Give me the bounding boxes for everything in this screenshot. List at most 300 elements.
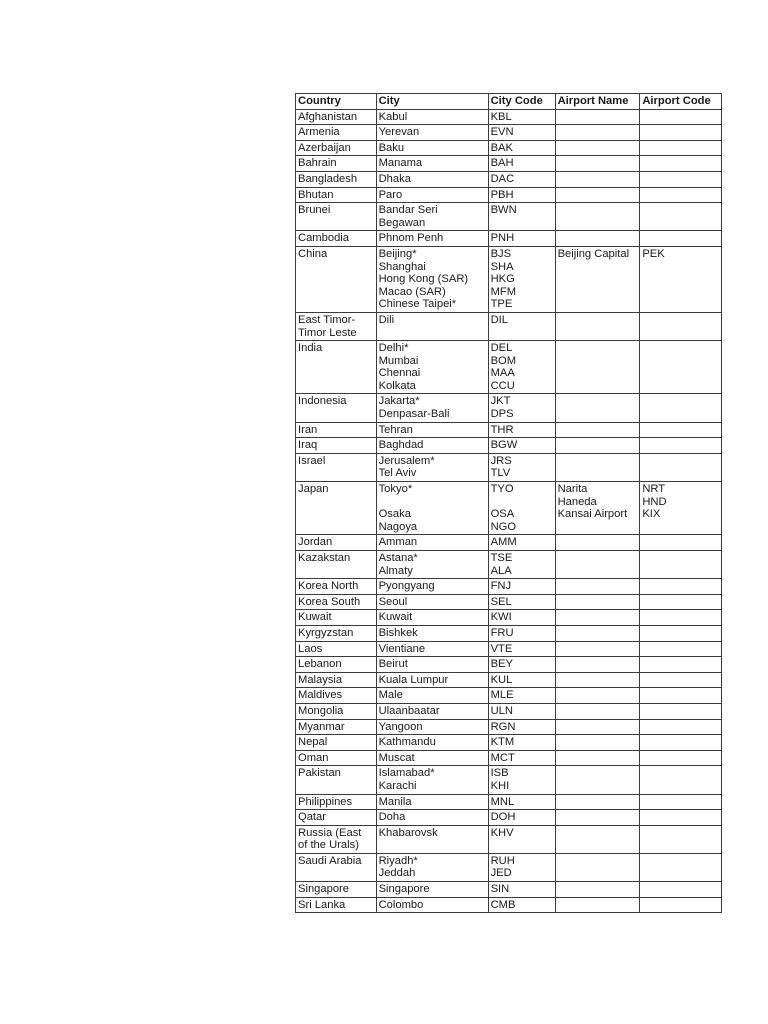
cell-city-code [488,853,555,881]
cell-airport-name [555,422,640,438]
cell-city-code-line: DEL [490,342,513,355]
cell-airport-name [555,625,640,641]
cell-city [376,246,488,312]
cell-airport-code [640,625,722,641]
cell-country-line: Kazakstan [298,552,351,564]
cell-city [376,394,488,422]
cell-country-line: India [298,342,323,355]
table-row [296,719,722,735]
cell-airport-code [640,719,722,735]
cell-city-code-line: TSE [490,552,513,564]
cell-city-code [488,125,555,141]
table-row [296,810,722,826]
cell-city-line: Karachi [378,779,417,792]
cell-city [376,312,488,340]
cell-airport-name [555,810,640,826]
cell-city-code [488,810,555,826]
cell-city [376,594,488,610]
cell-city [376,703,488,719]
cell-city-code-line: HKG [490,273,515,286]
cell-city-line: Beijing* [378,247,417,260]
cell-city-line: Dhaka [378,172,411,185]
cell-city-code [488,156,555,172]
cell-city-line: Vientiane [378,642,426,655]
cell-city-code [488,231,555,247]
cell-city-code [488,394,555,422]
cell-airport-name [555,897,640,913]
cell-airport-name [555,719,640,735]
cell-country [296,125,377,141]
cell-airport-name [555,641,640,657]
cell-city-code-line: ULN [490,704,513,717]
table-row [296,422,722,438]
cell-country [296,579,377,595]
cell-city-line: Almaty [378,564,413,577]
cell-city-code-line: TLV [490,467,511,480]
cell-city [376,825,488,853]
cell-country [296,688,377,704]
cell-country-line: Russia (East [298,826,362,839]
cell-airport-name [555,482,640,535]
cell-city-code [488,794,555,810]
cell-country-line: Qatar [298,811,326,824]
cell-country [296,766,377,794]
cell-airport-code [640,897,722,913]
cell-city-code-line: TYO [490,483,514,496]
cell-country-line: Jordan [298,536,333,549]
cell-country-line: Pakistan [298,767,341,780]
cell-country [296,246,377,312]
cell-airport-code [640,422,722,438]
cell-airport-name [555,246,640,312]
cell-airport-code-line: KIX [642,508,661,521]
cell-country-line: Lebanon [298,658,342,671]
cell-city [376,810,488,826]
cell-city-code-line: JRS [490,454,512,467]
cell-country [296,156,377,172]
cell-city-line: Manama [378,157,423,170]
cell-city-code-line: KBL [490,110,512,123]
cell-city-line: Tel Aviv [378,467,417,480]
cell-airport-code [640,453,722,481]
cell-city-code-line: KTM [490,736,515,749]
cell-city-line: Phnom Penh [378,232,444,245]
cell-city [376,672,488,688]
cell-airport-code-line: PEK [642,247,665,260]
cell-city-code [488,882,555,898]
cell-country [296,672,377,688]
cell-country [296,551,377,579]
cell-city-line: Riyadh* [378,854,418,867]
cell-city-line: Kathmandu [378,736,436,749]
cell-city-code [488,579,555,595]
table-body [296,109,722,913]
cell-city [376,482,488,535]
cell-city-code-line [491,496,553,509]
cell-city-line: Baku [378,141,405,154]
cell-country [296,825,377,853]
cell-country [296,187,377,203]
cell-country-line: Philippines [298,795,353,808]
cell-city-line: Chinese Taipei* [378,298,457,311]
cell-country [296,810,377,826]
cell-city-line: Colombo [378,898,424,911]
cell-city-code [488,735,555,751]
cell-city-code-line: BJS [490,247,512,260]
cell-country [296,641,377,657]
cell-city-code [488,672,555,688]
header-country: Country [296,94,377,110]
cell-airport-name [555,750,640,766]
cell-airport-code [640,766,722,794]
cell-city-line: Shanghai [378,260,426,273]
cell-city-code [488,750,555,766]
cell-city-line: Manila [378,795,412,808]
cell-country [296,735,377,751]
cell-city-code [488,453,555,481]
cell-city [376,794,488,810]
cell-country-line: Mongolia [298,704,344,717]
cell-airport-code [640,187,722,203]
cell-city-line: Kolkata [378,379,416,392]
cell-country [296,750,377,766]
cell-airport-name [555,688,640,704]
cell-city-code-line: KHI [490,779,510,792]
cell-city-line: Jakarta* [378,395,420,408]
cell-city-code [488,109,555,125]
cell-country [296,231,377,247]
cell-airport-name-line: Beijing Capital [557,247,630,260]
cell-city-line: Osaka [378,508,411,521]
cell-country-line: Korea South [298,595,361,608]
header-airport-name: Airport Name [555,94,640,110]
cell-city-code-line: SEL [490,595,512,608]
table-row [296,594,722,610]
cell-city [376,187,488,203]
cell-country-line: East Timor- [298,313,356,326]
table-row [296,246,722,312]
cell-city-code-line: JED [490,867,512,880]
cell-country [296,794,377,810]
cell-airport-name-line: Haneda [557,495,597,508]
cell-city-code-line: AMM [490,536,517,549]
cell-airport-name [555,171,640,187]
cell-airport-code [640,535,722,551]
cell-city-code [488,688,555,704]
cell-city-code-line: ISB [490,767,509,780]
table-row [296,203,722,231]
cell-airport-name [555,579,640,595]
cell-country-line: Malaysia [298,673,343,686]
cell-airport-code [640,853,722,881]
cell-city-code [488,610,555,626]
cell-city-line: Pyongyang [378,580,435,593]
cell-city-line: Jeddah [378,867,416,880]
cell-country-line: Iraq [298,439,318,452]
cell-city-code [488,312,555,340]
header-city-code: City Code [488,94,555,110]
cell-city-line: Male [378,689,403,702]
cell-airport-name [555,156,640,172]
table-row [296,394,722,422]
cell-city-code [488,422,555,438]
cell-city [376,688,488,704]
cell-airport-code [640,810,722,826]
cell-airport-name [555,882,640,898]
cell-city-line: Kuala Lumpur [378,673,449,686]
cell-city-code [488,594,555,610]
country-airport-table [295,93,722,913]
cell-city [376,109,488,125]
table-row [296,703,722,719]
cell-city-line: Macao (SAR) [378,285,446,298]
cell-city-code [488,825,555,853]
cell-city [376,341,488,394]
cell-country-line: Myanmar [298,720,345,733]
cell-airport-code [640,703,722,719]
cell-city [376,641,488,657]
cell-country-line: Indonesia [298,395,347,408]
cell-airport-code [640,672,722,688]
cell-city-code-line: OSA [490,508,515,521]
cell-city-code-line: ALA [490,564,512,577]
cell-country [296,625,377,641]
cell-city-code-line: MLE [490,689,514,702]
cell-country-line: of the Urals) [298,839,359,852]
cell-city-code-line: BGW [490,439,518,452]
cell-country [296,594,377,610]
cell-country-line: Singapore [298,883,350,896]
cell-airport-code [640,438,722,454]
cell-city-code-line: MFM [490,285,517,298]
cell-city [376,535,488,551]
cell-city-code-line: FRU [490,626,514,639]
cell-city [376,140,488,156]
cell-airport-code [640,125,722,141]
cell-city-code [488,719,555,735]
table-row [296,853,722,881]
cell-airport-name [555,703,640,719]
table-row [296,766,722,794]
cell-airport-name [555,594,640,610]
cell-city-code [488,766,555,794]
cell-city-line: Jerusalem* [378,454,435,467]
table-row [296,794,722,810]
cell-country [296,882,377,898]
cell-airport-code [640,594,722,610]
cell-airport-code [640,735,722,751]
cell-city [376,625,488,641]
cell-city [376,735,488,751]
cell-airport-code [640,246,722,312]
cell-airport-code [640,610,722,626]
cell-city-code-line: SIN [490,883,510,896]
cell-country-line: Afghanistan [298,110,358,123]
cell-city [376,719,488,735]
cell-city-code-line: MNL [490,795,515,808]
cell-airport-code-line: HND [642,495,667,508]
cell-airport-name [555,312,640,340]
cell-city [376,853,488,881]
cell-city [376,453,488,481]
cell-country-line: Bhutan [298,188,334,201]
cell-city-line: Doha [378,811,406,824]
cell-city-code-line: PNH [490,232,515,245]
cell-country [296,535,377,551]
cell-city [376,750,488,766]
cell-city-line: Tokyo* [378,483,413,496]
cell-city-code [488,897,555,913]
cell-airport-code [640,641,722,657]
cell-city-line: Mumbai [378,354,419,367]
cell-city-line: Yerevan [378,126,420,139]
cell-airport-name-line: Kansai Airport [557,508,628,521]
cell-city-line: Tehran [378,423,413,436]
cell-city-line: Bishkek [378,626,418,639]
cell-country [296,897,377,913]
cell-city-code-line: DOH [490,811,516,824]
cell-country [296,853,377,881]
cell-city-code-line: KWI [490,611,512,624]
table-row [296,140,722,156]
cell-airport-code [640,579,722,595]
table-row [296,657,722,673]
cell-country [296,482,377,535]
cell-city-code-line: RUH [490,854,515,867]
table-row [296,688,722,704]
cell-city [376,579,488,595]
cell-country-line: Israel [298,454,326,467]
table-header-row [296,94,722,110]
cell-country-line: Korea North [298,580,359,593]
cell-city-code-line: FNJ [490,580,512,593]
cell-city-code-line: VTE [490,642,513,655]
cell-city-line: Delhi* [378,342,409,355]
cell-country-line: Timor Leste [298,326,357,339]
cell-city-line: Begawan [378,216,426,229]
table-row [296,672,722,688]
cell-city [376,125,488,141]
cell-country [296,719,377,735]
cell-city-line: Khabarovsk [378,826,438,839]
cell-airport-name [555,109,640,125]
cell-country-line: Japan [298,483,329,496]
cell-city-code [488,482,555,535]
cell-city-code-line: DIL [490,313,508,326]
cell-city-code-line: DPS [490,408,514,421]
cell-country-line: Laos [298,642,323,655]
cell-city-line: Muscat [378,751,415,764]
cell-city-line: Islamabad* [378,767,435,780]
cell-airport-code [640,794,722,810]
cell-city-line: Baghdad [378,439,424,452]
table-row [296,438,722,454]
cell-city [376,882,488,898]
cell-city-line: Bandar Seri [378,204,438,217]
cell-city-code [488,438,555,454]
cell-city [376,551,488,579]
cell-country [296,312,377,340]
cell-country-line: Bangladesh [298,172,358,185]
cell-country [296,394,377,422]
cell-airport-code [640,825,722,853]
cell-airport-code [640,203,722,231]
table-row [296,897,722,913]
cell-city-code-line: KUL [490,673,513,686]
cell-airport-name [555,825,640,853]
cell-city [376,422,488,438]
cell-airport-name [555,394,640,422]
table-row [296,109,722,125]
cell-city [376,203,488,231]
cell-city-code-line: BAK [490,141,513,154]
cell-airport-code [640,312,722,340]
cell-airport-name [555,672,640,688]
cell-city [376,657,488,673]
cell-city-code [488,246,555,312]
cell-city [376,171,488,187]
cell-city-code-line: TPE [490,298,513,311]
table-row [296,579,722,595]
table-row [296,341,722,394]
cell-city-code-line: BAH [490,157,514,170]
cell-country [296,703,377,719]
cell-city-line: Kuwait [378,611,413,624]
cell-city-code [488,203,555,231]
table-row [296,453,722,481]
cell-city-line: Seoul [378,595,408,608]
cell-city [376,610,488,626]
cell-airport-name [555,203,640,231]
cell-city-code [488,140,555,156]
cell-city-line: Nagoya [378,520,418,533]
cell-city-line: Beirut [378,658,408,671]
cell-city-line: Singapore [378,883,430,896]
cell-airport-code [640,231,722,247]
cell-airport-name [555,794,640,810]
cell-city-code-line: THR [490,423,514,436]
cell-airport-name [555,657,640,673]
table-row [296,231,722,247]
cell-country [296,140,377,156]
cell-country-line: Bahrain [298,157,337,170]
table-row [296,625,722,641]
cell-airport-code [640,171,722,187]
cell-city-code-line: CCU [490,379,515,392]
cell-city-code-line: RGN [490,720,516,733]
cell-country [296,610,377,626]
cell-country [296,657,377,673]
cell-city-code-line: DAC [490,172,515,185]
cell-city-line: Chennai [378,367,421,380]
cell-country-line: Sri Lanka [298,898,346,911]
cell-city-code [488,535,555,551]
cell-city [376,438,488,454]
cell-airport-name [555,610,640,626]
cell-city [376,156,488,172]
cell-country-line: Maldives [298,689,343,702]
cell-city-code-line: NGO [490,520,517,533]
cell-city-line: Ulaanbaatar [378,704,440,717]
cell-airport-code [640,551,722,579]
cell-city-code [488,171,555,187]
cell-city [376,766,488,794]
cell-airport-name [555,231,640,247]
cell-airport-code [640,688,722,704]
cell-city [376,231,488,247]
cell-country-line: Azerbaijan [298,141,351,154]
cell-city-code [488,187,555,203]
